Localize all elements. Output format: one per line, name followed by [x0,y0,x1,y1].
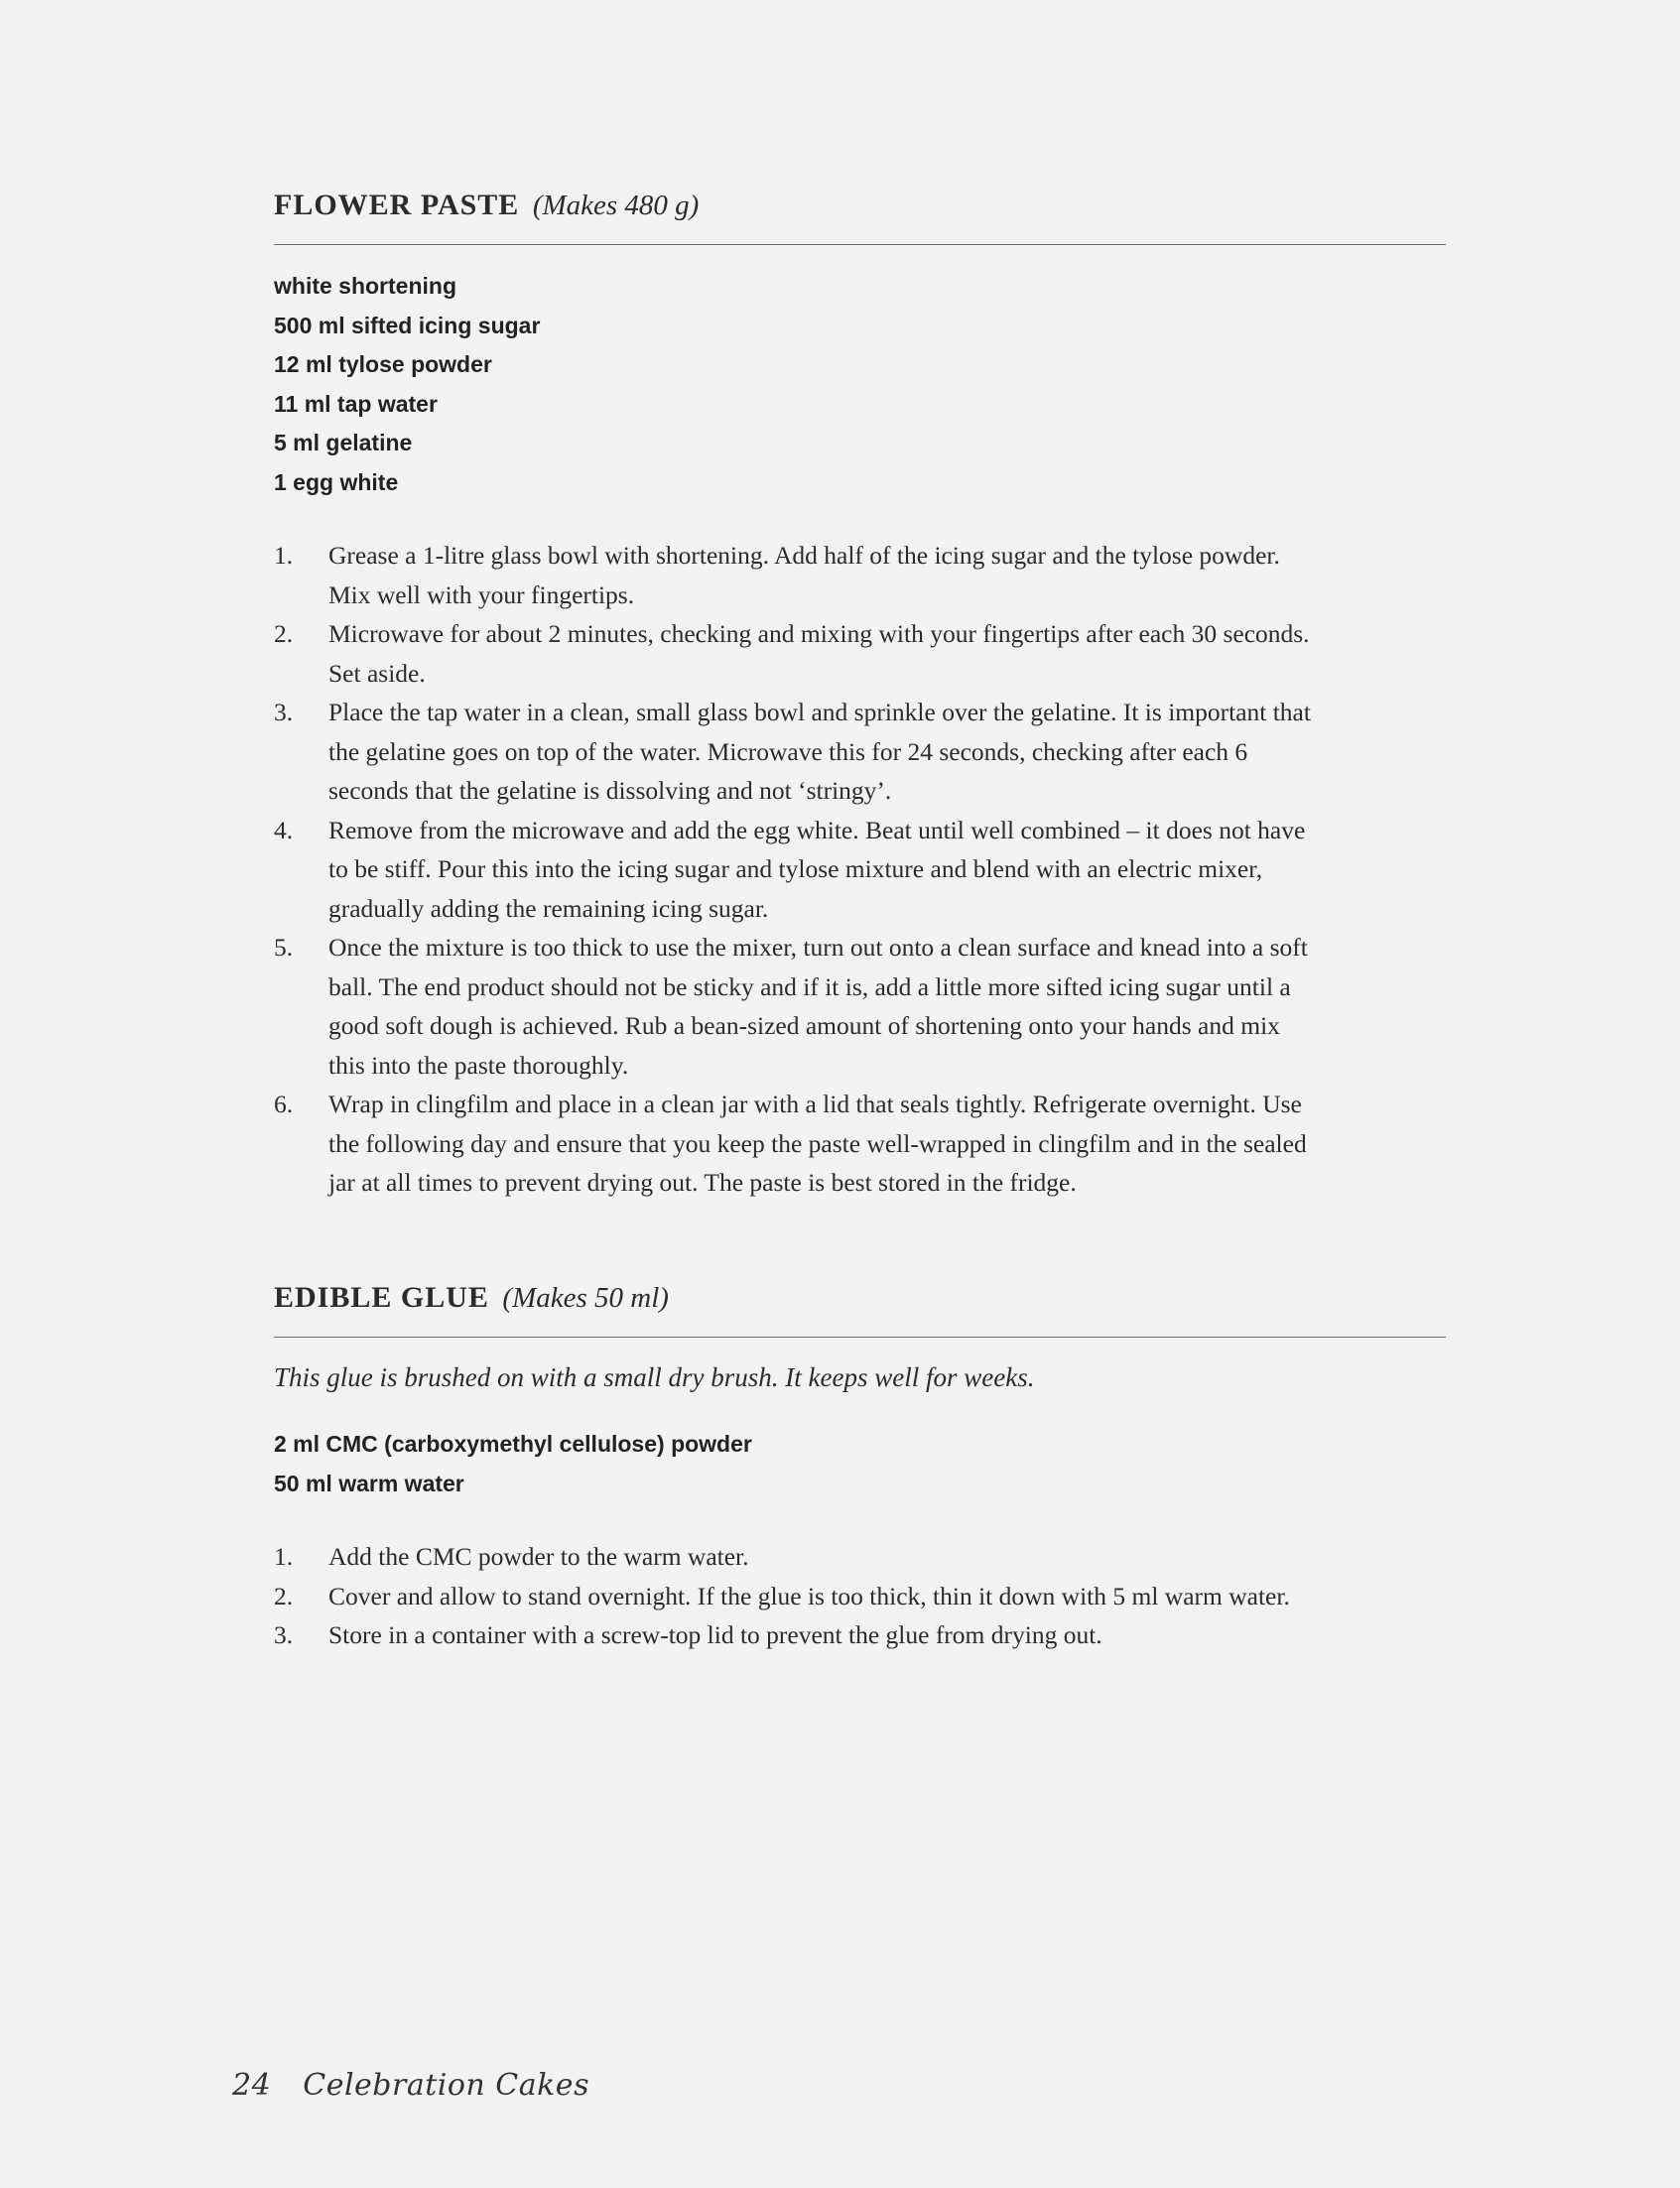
step-number: 4. [274,815,294,844]
step-text: Cover and allow to stand overnight. If the glue is too thick, thin it down with 5 ml warm water. [328,1581,1290,1610]
edible-glue-heading [274,1276,1446,1320]
method-steps [274,536,1316,1203]
edible-glue-recipe [274,1276,1446,1655]
ingredient-item: 2 ml CMC (carboxymethyl cellulose) powder [274,1431,752,1457]
ingredient-item: 50 ml warm water [274,1470,464,1496]
ingredient-item: 500 ml sifted icing sugar [274,312,541,338]
step-number: 2. [274,1581,294,1610]
ingredient-item: 12 ml tylose powder [274,351,492,377]
method-step [274,1615,1316,1655]
step-number: 1. [274,1542,294,1571]
flower-paste-recipe [274,184,1446,1203]
section-divider [274,244,1446,245]
step-text: Once the mixture is too thick to use the mixer, turn out onto a clean surface and knead into a soft ball. The end product should not be sticky and if it is, add a little more sifted icing sugar until a good soft dough is achieved. Rub a bean-sized amount of shortening onto your hands and mix this into the paste thoroughly. [328,933,1308,1080]
ingredient-item: 5 ml gelatine [274,430,413,455]
step-number: 6. [274,1090,294,1118]
method-step [274,1537,1316,1577]
method-step [274,1577,1316,1616]
ingredient-list [274,267,1446,502]
recipe-yield: (Makes 480 g) [532,190,700,221]
ingredient-list [274,1425,1446,1503]
recipe-yield: (Makes 50 ml) [502,1282,669,1314]
flower-paste-heading [274,184,1446,227]
step-text: Microwave for about 2 minutes, checking and mixing with your fingertips after each 30 seconds. Set aside. [328,619,1310,688]
step-number: 3. [274,1620,294,1649]
book-title: Celebration Cakes [303,2068,589,2103]
step-number: 5. [274,933,294,962]
page-footer [232,2066,589,2106]
step-number: 3. [274,698,294,726]
step-text: Store in a container with a screw-top lid to prevent the glue from drying out. [328,1620,1102,1649]
ingredient-item: 1 egg white [274,468,399,495]
method-step [274,928,1316,1085]
recipe-intro: This glue is brushed on with a small dry brush. It keeps well for weeks. [274,1362,1035,1392]
step-number: 1. [274,541,294,570]
step-number: 2. [274,619,294,648]
page-number: 24 [232,2068,272,2103]
ingredient-item: 11 ml tap water [274,390,438,417]
step-text: Add the CMC powder to the warm water. [328,1542,749,1571]
step-text: Remove from the microwave and add the egg white. Beat until well combined – it does not have to be stiff. Pour this into the icing sugar and tylose mixture and blend with an electric mixer, gradually adding the remaining icing sugar. [328,815,1306,923]
recipe-title: EDIBLE GLUE [274,1281,489,1314]
method-step [274,693,1316,811]
recipe-title: FLOWER PASTE [274,189,520,221]
method-step [274,1085,1316,1203]
step-text: Place the tap water in a clean, small glass bowl and sprinkle over the gelatine. It is important that the gelatine goes on top of the water. Microwave this for 24 seconds, checking after each 6 seconds that the gelatine is dissolving and not ‘stringy’. [328,698,1311,805]
step-text: Wrap in clingfilm and place in a clean jar with a lid that seals tightly. Refrigerate overnight. Use the following day and ensure that you keep the paste well-wrapped in clingfilm and in the sealed jar at all times to prevent drying out. The paste is best stored in the fridge. [328,1090,1307,1197]
method-steps [274,1537,1316,1655]
section-divider [274,1337,1446,1338]
method-step [274,536,1316,614]
method-step [274,614,1316,693]
ingredient-item: white shortening [274,273,456,299]
method-step [274,811,1316,929]
step-text: Grease a 1-litre glass bowl with shortening. Add half of the icing sugar and the tylose powder. Mix well with your fingertips. [328,541,1280,609]
